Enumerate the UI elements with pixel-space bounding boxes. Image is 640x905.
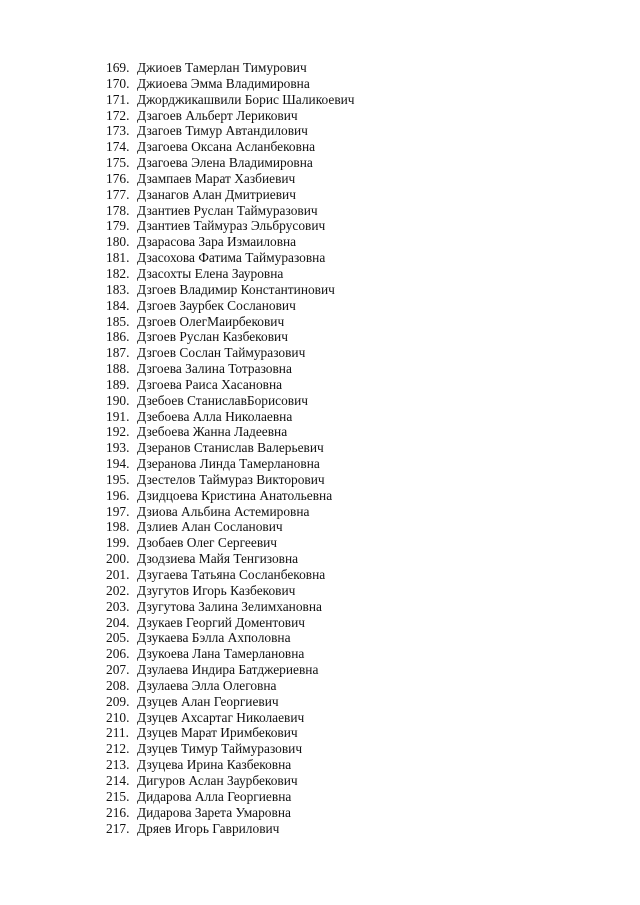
entry-name: Дзебоев СтаниславБорисович xyxy=(137,392,309,408)
entry-name: Дидарова Алла Георгиевна xyxy=(137,788,292,804)
entry-number: 212. xyxy=(106,741,130,757)
entry-name: Дзеранов Станислав Валерьевич xyxy=(137,440,324,456)
list-item xyxy=(106,789,355,805)
entry-name: Дзидцоева Кристина Анатольевна xyxy=(137,487,333,503)
entry-number: 198. xyxy=(106,519,130,535)
entry-number: 177. xyxy=(106,186,130,202)
list-item xyxy=(106,250,355,266)
entry-name: Дзагоев Тимур Автандилович xyxy=(137,123,308,139)
entry-number: 209. xyxy=(106,693,130,709)
entry-name: Дзгоева Раиса Хасановна xyxy=(137,376,283,392)
entry-number: 171. xyxy=(106,91,130,107)
entry-number: 189. xyxy=(106,376,130,392)
entry-name: Дзагоева Элена Владимировна xyxy=(137,155,313,171)
list-item xyxy=(106,393,355,409)
list-item xyxy=(106,567,355,583)
list-item xyxy=(106,710,355,726)
list-item xyxy=(106,583,355,599)
entry-name: Джиоева Эмма Владимировна xyxy=(137,75,310,91)
entry-number: 199. xyxy=(106,535,130,551)
entry-number: 188. xyxy=(106,361,130,377)
entry-name: Джиоев Тамерлан Тимурович xyxy=(137,60,307,75)
entry-number: 196. xyxy=(106,487,130,503)
entry-name: Дзебоева Жанна Ладеевна xyxy=(137,424,288,440)
entry-name: Дзиова Альбина Астемировна xyxy=(137,503,310,519)
entry-name: Дзгоева Залина Тотразовна xyxy=(137,361,292,377)
entry-number: 216. xyxy=(106,804,130,820)
list-item xyxy=(106,92,355,108)
entry-number: 200. xyxy=(106,551,130,567)
list-item xyxy=(106,298,355,314)
list-item xyxy=(106,694,355,710)
list-item xyxy=(106,472,355,488)
list-item xyxy=(106,123,355,139)
entry-number: 169. xyxy=(106,60,130,75)
list-item xyxy=(106,234,355,250)
list-item xyxy=(106,409,355,425)
list-item xyxy=(106,504,355,520)
entry-number: 215. xyxy=(106,788,130,804)
list-item xyxy=(106,361,355,377)
entry-number: 179. xyxy=(106,218,130,234)
list-item xyxy=(106,488,355,504)
entry-number: 195. xyxy=(106,471,130,487)
entry-name: Дзобаев Олег Сергеевич xyxy=(137,535,278,551)
list-item xyxy=(106,171,355,187)
entry-number: 182. xyxy=(106,265,130,281)
list-item xyxy=(106,329,355,345)
list-item xyxy=(106,551,355,567)
list-item xyxy=(106,456,355,472)
entry-name: Дзасохты Елена Зауровна xyxy=(137,265,284,281)
entry-name: Джорджикашвили Борис Шаликоевич xyxy=(137,91,355,107)
entry-number: 186. xyxy=(106,329,130,345)
list-item xyxy=(106,139,355,155)
entry-name: Дзулаева Элла Олеговна xyxy=(137,677,277,693)
entry-number: 207. xyxy=(106,662,130,678)
entry-name: Дзулаева Индира Батджериевна xyxy=(137,662,319,678)
list-item xyxy=(106,599,355,615)
list-item xyxy=(106,757,355,773)
entry-name: Дзуцев Марат Иримбекович xyxy=(137,725,298,741)
entry-number: 175. xyxy=(106,155,130,171)
entry-name: Дзугаева Татьяна Сосланбековна xyxy=(137,567,326,582)
entry-number: 214. xyxy=(106,772,130,788)
list-item xyxy=(106,662,355,678)
entry-number: 211. xyxy=(106,725,129,741)
entry-name: Дзампаев Марат Хазбиевич xyxy=(137,170,296,186)
entry-number: 201. xyxy=(106,567,130,582)
list-item xyxy=(106,76,355,92)
list-item xyxy=(106,282,355,298)
list-item xyxy=(106,805,355,821)
list-item xyxy=(106,630,355,646)
entry-number: 180. xyxy=(106,234,130,250)
entry-number: 206. xyxy=(106,646,130,662)
list-item xyxy=(106,424,355,440)
entry-name: Дзугутова Залина Зелимхановна xyxy=(137,598,322,614)
entry-number: 187. xyxy=(106,345,130,361)
list-item xyxy=(106,519,355,535)
list-item xyxy=(106,646,355,662)
entry-number: 194. xyxy=(106,456,130,472)
entry-number: 185. xyxy=(106,313,130,329)
entry-name: Дзукаев Георгий Доментович xyxy=(137,614,306,630)
entry-number: 178. xyxy=(106,202,130,218)
entry-number: 204. xyxy=(106,614,130,630)
list-item xyxy=(106,678,355,694)
entry-name: Дзуцев Ахсартаг Николаевич xyxy=(137,709,305,725)
entry-number: 192. xyxy=(106,424,130,440)
entry-name: Дигуров Аслан Заурбекович xyxy=(137,772,298,788)
entry-number: 213. xyxy=(106,757,130,773)
list-item xyxy=(106,187,355,203)
list-item xyxy=(106,60,355,76)
entry-name: Дзагоева Оксана Асланбековна xyxy=(137,139,316,155)
entry-number: 174. xyxy=(106,139,130,155)
entry-number: 173. xyxy=(106,123,130,139)
entry-name: Дзгоев ОлегМаирбекович xyxy=(137,313,285,329)
entry-name: Дзгоев Владимир Константинович xyxy=(137,281,335,297)
list-item xyxy=(106,203,355,219)
list-item xyxy=(106,345,355,361)
list-item xyxy=(106,377,355,393)
entry-name: Дзасохова Фатима Таймуразовна xyxy=(137,250,326,266)
entry-name: Дзантиев Таймураз Эльбрусович xyxy=(137,218,326,234)
entry-name: Дзодзиева Майя Тенгизовна xyxy=(137,551,299,567)
entry-name: Дзебоева Алла Николаевна xyxy=(137,408,293,424)
list-item xyxy=(106,440,355,456)
list-item xyxy=(106,314,355,330)
entry-name: Дидарова Зарета Умаровна xyxy=(137,804,291,820)
entry-number: 184. xyxy=(106,297,130,313)
list-item xyxy=(106,266,355,282)
entry-name: Дзестелов Таймураз Викторович xyxy=(137,471,325,487)
list-item xyxy=(106,821,355,837)
entry-name: Дзгоев Заурбек Сосланович xyxy=(137,297,296,313)
entry-name: Дзуцев Тимур Таймуразович xyxy=(137,741,303,757)
entry-name: Дзеранова Линда Тамерлановна xyxy=(137,456,320,472)
entry-name: Дзлиев Алан Сосланович xyxy=(137,519,283,535)
list-item xyxy=(106,218,355,234)
entry-name: Дзукоева Лана Тамерлановна xyxy=(137,646,305,662)
entry-number: 190. xyxy=(106,392,130,408)
entry-number: 202. xyxy=(106,582,130,598)
entry-number: 203. xyxy=(106,598,130,614)
list-item xyxy=(106,108,355,124)
entry-name: Дзуцев Алан Георгиевич xyxy=(137,693,279,709)
entry-number: 191. xyxy=(106,408,130,424)
entry-name: Дзгоев Руслан Казбекович xyxy=(137,329,288,345)
entry-number: 217. xyxy=(106,820,130,836)
name-list xyxy=(106,60,355,836)
entry-name: Дзгоев Сослан Таймуразович xyxy=(137,345,306,361)
entry-number: 176. xyxy=(106,170,130,186)
entry-name: Дзантиев Руслан Таймуразович xyxy=(137,202,318,218)
list-item xyxy=(106,741,355,757)
list-item xyxy=(106,725,355,741)
entry-number: 197. xyxy=(106,503,130,519)
entry-name: Дзарасова Зара Измаиловна xyxy=(137,234,297,250)
entry-name: Дзанагов Алан Дмитриевич xyxy=(137,186,296,202)
entry-number: 183. xyxy=(106,281,130,297)
entry-name: Дзагоев Альберт Лерикович xyxy=(137,107,298,123)
entry-name: Дзуцева Ирина Казбековна xyxy=(137,757,292,773)
entry-number: 193. xyxy=(106,440,130,456)
entry-number: 170. xyxy=(106,75,130,91)
list-item xyxy=(106,773,355,789)
entry-number: 172. xyxy=(106,107,130,123)
entry-name: Дзугутов Игорь Казбекович xyxy=(137,582,296,598)
entry-name: Дзукаева Бэлла Ахполовна xyxy=(137,630,291,646)
entry-number: 208. xyxy=(106,677,130,693)
entry-number: 181. xyxy=(106,250,130,266)
entry-number: 210. xyxy=(106,709,130,725)
list-item xyxy=(106,155,355,171)
list-item xyxy=(106,535,355,551)
list-item xyxy=(106,615,355,631)
entry-name: Дряев Игорь Гаврилович xyxy=(137,820,280,836)
entry-number: 205. xyxy=(106,630,130,646)
